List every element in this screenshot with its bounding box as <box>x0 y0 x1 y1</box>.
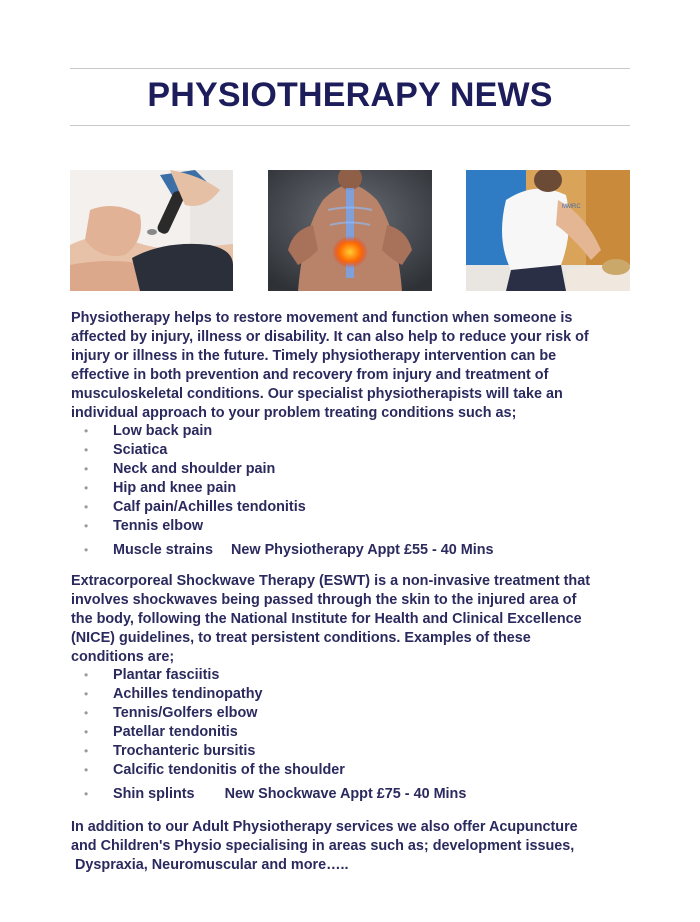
list-item <box>71 479 494 498</box>
bullet-icon: • <box>84 725 89 739</box>
list-item <box>71 441 494 460</box>
top-divider <box>70 68 630 69</box>
list-item <box>71 685 466 704</box>
intro-paragraph <box>71 309 631 423</box>
list-item <box>71 704 466 723</box>
bottom-divider <box>70 125 630 126</box>
intro-line: Physiotherapy helps to restore movement and function when someone is <box>71 310 573 326</box>
list-item <box>71 723 466 742</box>
condition-label: Low back pain <box>113 423 213 439</box>
condition-label: Tennis/Golfers elbow <box>113 705 258 721</box>
eswt-conditions-list <box>71 666 466 804</box>
list-item <box>71 761 466 780</box>
closing-paragraph <box>71 818 631 875</box>
physiotherapist-treating-patient-photo <box>466 170 630 291</box>
bullet-icon: • <box>84 706 89 720</box>
condition-label: Patellar tendonitis <box>113 724 238 740</box>
bullet-icon: • <box>84 462 89 476</box>
bullet-icon: • <box>84 519 89 533</box>
intro-line: injury or illness in the future. Timely physiotherapy intervention can be <box>71 348 557 364</box>
bullet-icon: • <box>84 443 89 457</box>
list-item <box>71 666 466 685</box>
condition-label: Trochanteric bursitis <box>113 743 256 759</box>
list-item <box>71 460 494 479</box>
intro-line: effective in both prevention and recovery from injury and treatment of <box>71 367 549 383</box>
physio-appointment-price: New Physiotherapy Appt £55 - 40 Mins <box>230 542 494 558</box>
list-item <box>71 422 494 441</box>
page-title: PHYSIOTHERAPY NEWS <box>147 76 553 114</box>
bullet-icon: • <box>84 687 89 701</box>
condition-label: Plantar fasciitis <box>113 667 220 683</box>
closing-line: In addition to our Adult Physiotherapy services we also offer Acupuncture <box>71 819 578 835</box>
condition-label: Hip and knee pain <box>113 480 237 496</box>
eswt-paragraph <box>71 572 631 667</box>
intro-line: individual approach to your problem treating conditions such as; <box>71 405 517 421</box>
bullet-icon: • <box>84 424 89 438</box>
condition-label: Sciatica <box>113 442 168 458</box>
list-item <box>71 498 494 517</box>
list-item <box>71 785 466 804</box>
intro-line: affected by injury, illness or disability. It can also help to reduce your risk of <box>71 329 589 345</box>
bullet-icon: • <box>84 481 89 495</box>
eswt-line: (NICE) guidelines, to treat persistent conditions. Examples of these <box>71 630 531 646</box>
intro-line: musculoskeletal conditions. Our specialist physiotherapists will take an <box>71 386 563 402</box>
list-item <box>71 541 494 560</box>
condition-label: Muscle strains <box>113 542 213 558</box>
condition-label: Neck and shoulder pain <box>113 461 276 477</box>
bullet-icon: • <box>84 787 89 801</box>
bullet-icon: • <box>84 763 89 777</box>
bullet-icon: • <box>84 500 89 514</box>
shockwave-appointment-price: New Shockwave Appt £75 - 40 Mins <box>224 786 467 802</box>
eswt-line: the body, following the National Institute for Health and Clinical Excellence <box>71 611 582 627</box>
bullet-icon: • <box>84 543 89 557</box>
physio-conditions-list <box>71 422 494 560</box>
back-pain-spine-illustration-photo <box>268 170 432 291</box>
svg-text:MMRC: MMRC <box>562 204 581 210</box>
closing-line: and Children's Physio specialising in areas such as; development issues, <box>71 838 575 854</box>
condition-label: Calf pain/Achilles tendonitis <box>113 499 306 515</box>
closing-line: Dyspraxia, Neuromuscular and more….. <box>71 857 349 873</box>
list-item <box>71 517 494 536</box>
eswt-line: involves shockwaves being passed through the skin to the injured area of <box>71 592 577 608</box>
condition-label: Tennis elbow <box>113 518 204 534</box>
bullet-icon: • <box>84 744 89 758</box>
eswt-line: Extracorporeal Shockwave Therapy (ESWT) is a non-invasive treatment that <box>71 573 591 589</box>
condition-label: Calcific tendonitis of the shoulder <box>113 762 345 778</box>
condition-label: Shin splints <box>113 786 195 802</box>
shockwave-therapy-on-foot-photo <box>70 170 233 291</box>
eswt-line: conditions are; <box>71 649 175 665</box>
list-item <box>71 742 466 761</box>
bullet-icon: • <box>84 668 89 682</box>
condition-label: Achilles tendinopathy <box>113 686 263 702</box>
